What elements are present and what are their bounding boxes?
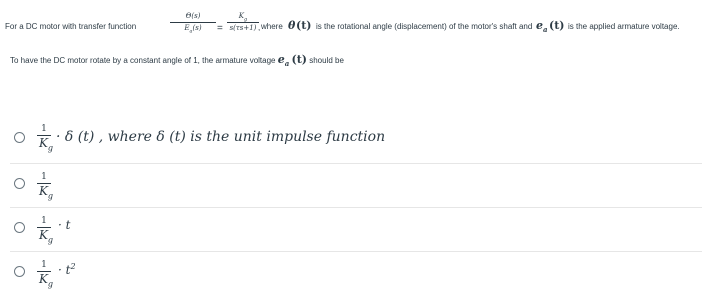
option-fraction: 1 $K_g$ — [38, 260, 54, 289]
fraction-bar — [227, 22, 259, 23]
option-text: · δ (t) , where δ (t) is the unit impulse function — [56, 129, 386, 145]
tf-comma: , — [258, 23, 261, 32]
tf-right-fraction — [227, 12, 259, 42]
option-fraction: 1 $K_g$ — [38, 216, 54, 245]
answer-option-3[interactable] — [0, 208, 712, 252]
ea-description: is the applied armature voltage. — [568, 22, 680, 31]
tf-left-denominator: $E_a(s)$ — [184, 24, 202, 35]
question-should-be: should be — [309, 56, 344, 65]
answer-option-1[interactable] — [0, 120, 712, 164]
ea-argument-2: (t) — [291, 53, 307, 66]
option-text: · $t^2$ — [58, 262, 76, 277]
where-text: where — [261, 22, 283, 31]
radio-button[interactable] — [14, 222, 25, 233]
answer-option-4[interactable] — [0, 252, 712, 296]
question-line-2 — [10, 53, 344, 68]
answer-option-2[interactable] — [0, 164, 712, 208]
radio-button[interactable] — [14, 266, 25, 277]
ea-symbol: $e_a$ — [536, 19, 548, 35]
question-line-1 — [5, 12, 710, 42]
option-text: · t — [58, 218, 71, 232]
tf-left-fraction — [170, 12, 216, 42]
radio-button[interactable] — [14, 132, 25, 143]
fraction-bar — [170, 22, 216, 23]
question-condition-text: To have the DC motor rotate by a constant angle of 1, the armature voltage — [10, 56, 276, 65]
radio-button[interactable] — [14, 178, 25, 189]
theta-symbol: θ — [288, 19, 296, 32]
option-fraction: 1 $K_g$ — [38, 124, 54, 153]
ea-argument: (t) — [549, 19, 565, 32]
tf-left-numerator: Θ(s) — [185, 12, 201, 20]
tf-equals-sign: = — [217, 23, 223, 34]
ea-symbol-2: $e_a$ — [277, 53, 290, 69]
tf-right-denominator: s(τs+1) — [229, 24, 257, 32]
theta-description: is the rotational angle (displacement) of the motor's shaft and — [316, 22, 533, 31]
option-fraction: 1 $K_g$ — [38, 172, 54, 201]
question-intro-text: For a DC motor with transfer function — [5, 22, 137, 31]
tf-right-numerator: $K_g$ — [238, 12, 248, 23]
theta-argument: (t) — [296, 19, 312, 32]
